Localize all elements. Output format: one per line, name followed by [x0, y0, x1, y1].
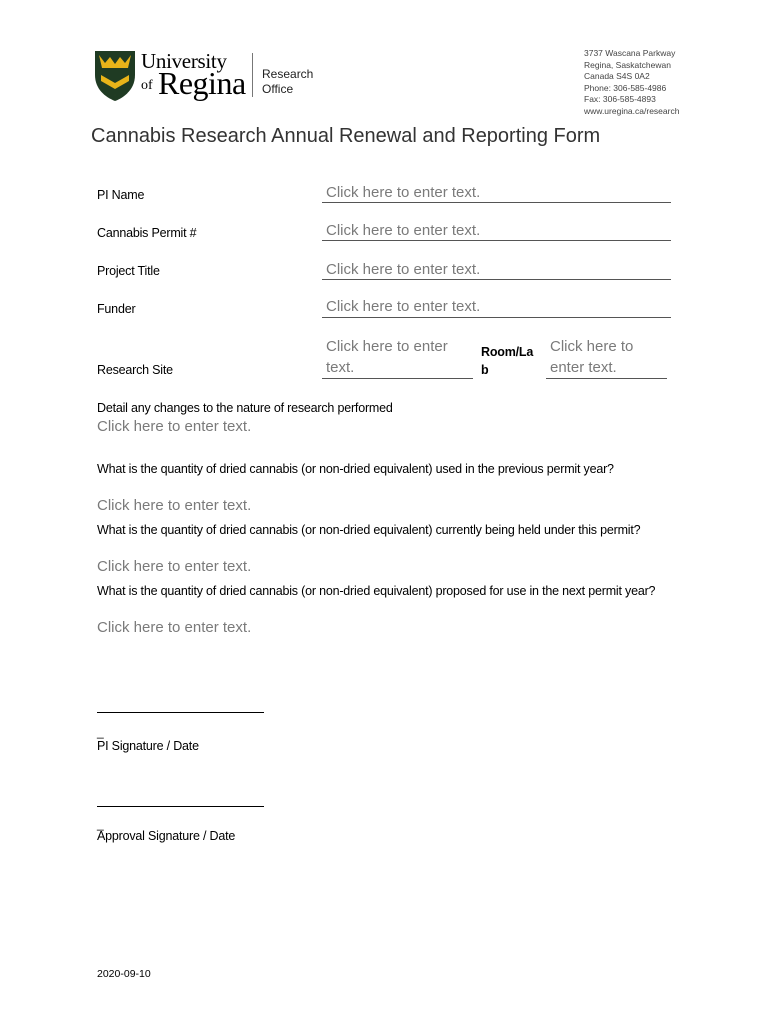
- pi-signature-line[interactable]: [97, 712, 264, 713]
- form-title: Cannabis Research Annual Renewal and Reporting Form: [91, 125, 601, 147]
- university-shield-logo-icon: [95, 51, 135, 101]
- room-lab-label-line2: b: [481, 363, 489, 377]
- address-website: www.uregina.ca/research: [584, 106, 680, 116]
- project-title-label: Project Title: [97, 264, 160, 278]
- permit-label: Cannabis Permit #: [97, 226, 197, 240]
- room-lab-field[interactable]: Click here to enter text.: [546, 336, 667, 379]
- logo-divider: [252, 53, 253, 97]
- address-line-3: Canada S4S 0A2: [584, 71, 650, 81]
- logo-regina-text: Regina: [158, 65, 246, 101]
- permit-field[interactable]: Click here to enter text.: [322, 221, 671, 241]
- approval-signature-line[interactable]: [97, 806, 264, 807]
- room-lab-label-line1: Room/La: [481, 345, 534, 359]
- question-previous-quantity: What is the quantity of dried cannabis (or non-dried equivalent) used in the previous permit year?: [97, 462, 614, 476]
- address-line-2: Regina, Saskatchewan: [584, 60, 671, 70]
- pi-name-field[interactable]: Click here to enter text.: [322, 183, 671, 203]
- address-line-1: 3737 Wascana Parkway: [584, 48, 676, 58]
- research-office-line1: Research: [262, 67, 314, 81]
- answer-changes-field[interactable]: Click here to enter text.: [97, 418, 252, 435]
- address-fax: Fax: 306-585-4893: [584, 94, 656, 104]
- logo-of-text: of: [141, 78, 153, 93]
- research-site-label: Research Site: [97, 363, 173, 377]
- research-office-line2: Office: [262, 82, 294, 96]
- approval-signature-label: Approval Signature / Date: [97, 829, 236, 843]
- footer-date: 2020-09-10: [97, 968, 151, 980]
- funder-field[interactable]: Click here to enter text.: [322, 297, 671, 318]
- answer-current-quantity-field[interactable]: Click here to enter text.: [97, 558, 252, 575]
- project-title-field[interactable]: Click here to enter text.: [322, 260, 671, 280]
- pi-name-label: PI Name: [97, 188, 145, 202]
- question-current-quantity: What is the quantity of dried cannabis (or non-dried equivalent) currently being held under this permit?: [97, 523, 641, 537]
- research-site-field[interactable]: Click here to enter text.: [322, 336, 473, 379]
- logo-university-text: University: [141, 49, 227, 73]
- address-phone: Phone: 306-585-4986: [584, 83, 667, 93]
- pi-signature-underscore: _: [97, 725, 104, 739]
- question-proposed-quantity: What is the quantity of dried cannabis (or non-dried equivalent) proposed for use in the next permit year?: [97, 584, 656, 598]
- question-changes: Detail any changes to the nature of research performed: [97, 401, 393, 415]
- answer-proposed-quantity-field[interactable]: Click here to enter text.: [97, 619, 252, 636]
- funder-label: Funder: [97, 302, 136, 316]
- approval-signature-underscore: _: [97, 817, 104, 831]
- answer-previous-quantity-field[interactable]: Click here to enter text.: [97, 497, 252, 514]
- pi-signature-label: PI Signature / Date: [97, 739, 199, 753]
